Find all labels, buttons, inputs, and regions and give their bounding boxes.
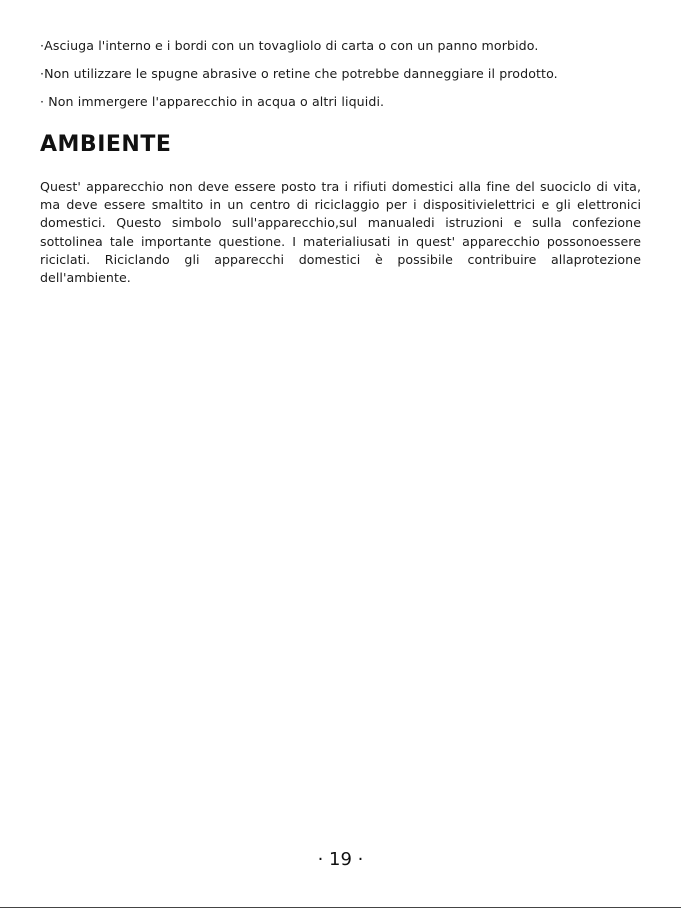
care-instructions-list [40,36,650,120]
care-instruction-item: · Non immergere l'apparecchio in acqua o altri liquidi. [40,94,385,109]
page-number: · 19 · [317,849,364,870]
care-instruction-item: ·Non utilizzare le spugne abrasive o retine che potrebbe danneggiare il prodotto. [40,66,558,81]
environment-paragraph: Quest' apparecchio non deve essere posto tra i rifiuti domestici alla fine del suociclo di vita, ma deve essere smaltito in un centro di riciclaggio per i dispositivielettrici e gli elettronici domestici. Questo simbolo sull'apparecchio,sul manualedi istruzioni e sulla confezione sottolinea tale importante questione. I materialiusati in quest' apparecchio possonoessere riciclati. Riciclando gli apparecchi domestici è possibile contribuire allaprotezione dell'ambiente. [40,179,641,286]
care-instruction-item: ·Asciuga l'interno e i bordi con un tovagliolo di carta o con un panno morbido. [40,38,539,53]
section-heading-ambiente: AMBIENTE [40,132,172,157]
